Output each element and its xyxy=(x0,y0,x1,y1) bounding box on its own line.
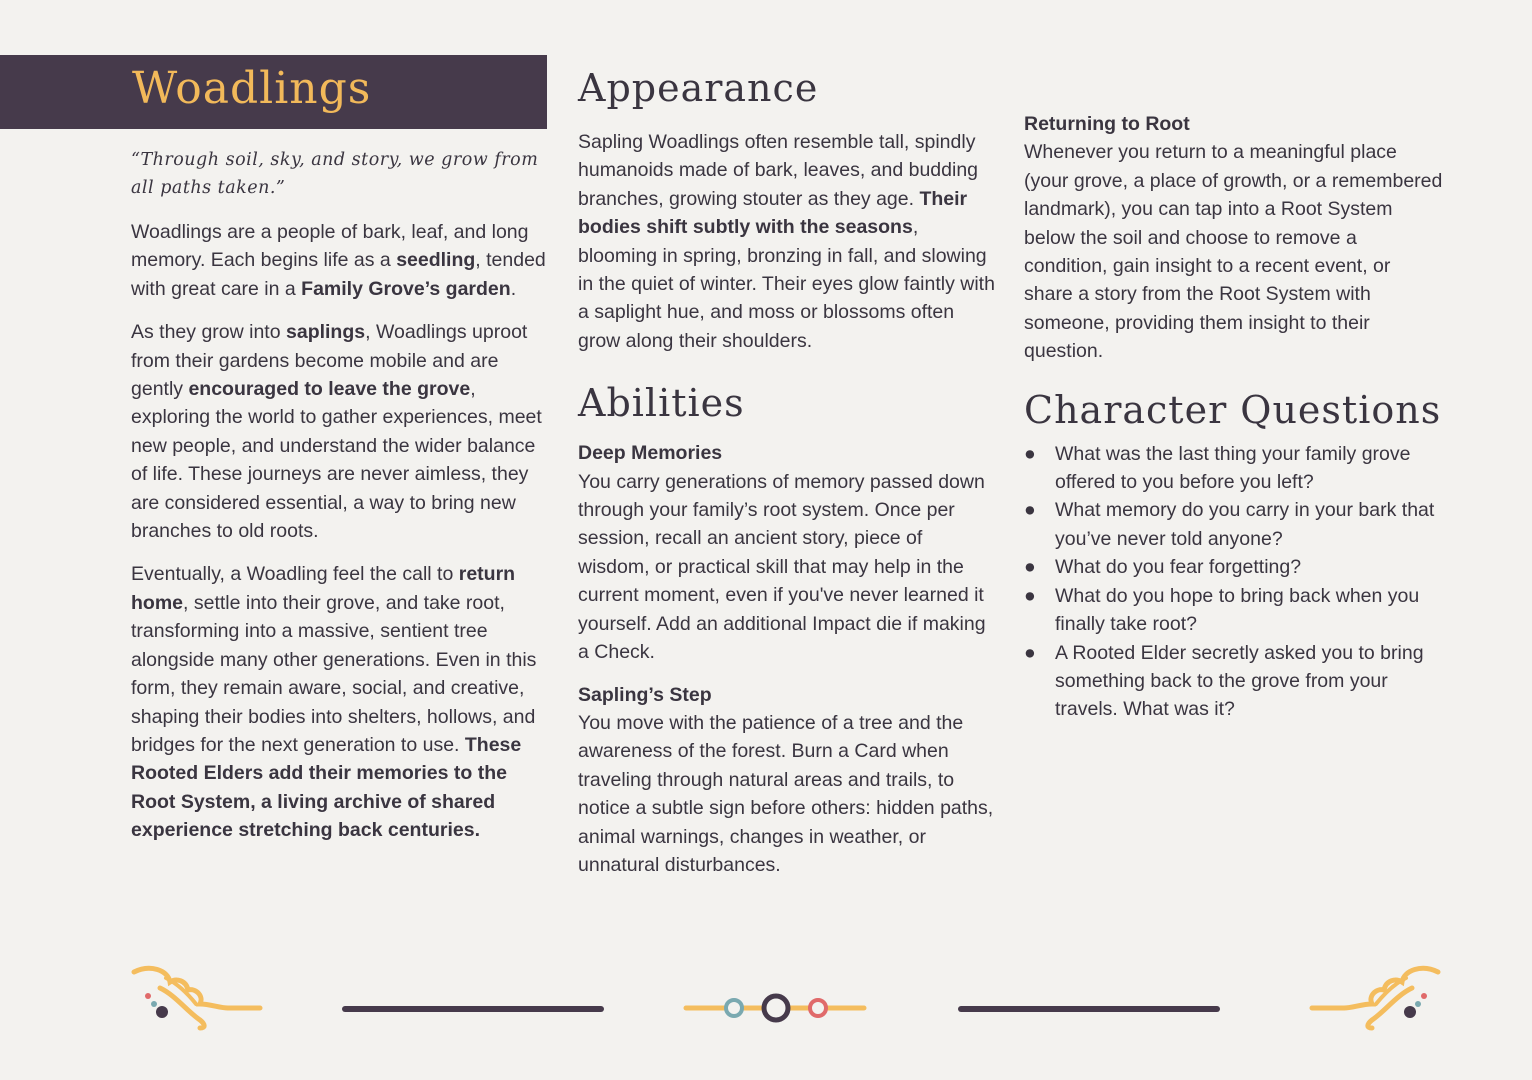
epigraph-quote: “Through soil, sky, and story, we grow from all paths taken.” xyxy=(131,150,539,198)
question-item: ● What was the last thing your family grove offered to you before you left? xyxy=(1024,440,1444,497)
intro-paragraph-2: As they grow into saplings, Woadlings uproot from their gardens become mobile and are gently encouraged to leave the grove, exploring the world to gather experiences, meet new people, and understand the wider balance of life. These journeys are never aimless, they are considered essential, a way to bring new branches to old roots. xyxy=(131,321,542,543)
footer-ornament xyxy=(0,960,1532,1040)
ability-text: Whenever you return to a meaningful place (your grove, a place of growth, or a remembered landmark), you can tap into a Root System below the soil and choose to remove a condition, gain insight to a recent event, or share a story from the Root System with someone, providing them insight to their question. xyxy=(1024,141,1443,363)
ability-saplings-step xyxy=(578,681,998,880)
abilities-heading: Abilities xyxy=(578,381,745,426)
ability-text: You move with the patience of a tree and the awareness of the forest. Burn a Card when traveling through natural areas and trails, to notice a subtle sign before others: hidden paths, animal warnings, changes in weather, or unnatural disturbances. xyxy=(578,711,994,876)
bullet-icon: ● xyxy=(1024,641,1036,664)
appearance-paragraph: Sapling Woadlings often resemble tall, spindly humanoids made of bark, leaves, and budding branches, growing stouter as they age. Their bodies shift subtly with the seasons, blooming in spring, bronzing in fall, and slowing in the quiet of winter. Their eyes glow faintly with a saplight hue, and moss or blossoms often grow along their shoulders. xyxy=(578,131,995,352)
questions-heading: Character Questions xyxy=(1024,387,1442,432)
ability-name: Deep Memories xyxy=(578,442,723,465)
bullet-icon: ● xyxy=(1024,556,1036,579)
divider-line-right xyxy=(958,1006,1220,1012)
ability-deep-memories xyxy=(578,439,998,666)
title-banner xyxy=(0,55,547,129)
question-item: ● A Rooted Elder secretly asked you to bring something back to the grove from your travels. What was it? xyxy=(1024,639,1444,724)
question-item: ● What do you fear forgetting? xyxy=(1024,553,1444,581)
questions-list xyxy=(1024,440,1444,724)
roots-questions-column xyxy=(1024,110,1444,724)
page-title: Woadlings xyxy=(132,63,372,114)
question-item: ● What do you hope to bring back when you finally take root? xyxy=(1024,582,1444,639)
bead-divider-icon xyxy=(686,996,864,1020)
intro-paragraph-1: Woadlings are a people of bark, leaf, and long memory. Each begins life as a seedling, tended with great care in a Family Grove’s garden. xyxy=(131,221,546,300)
appearance-abilities-column xyxy=(578,62,998,893)
ability-name: Returning to Root xyxy=(1024,113,1190,135)
bullet-icon: ● xyxy=(1024,499,1036,522)
bullet-icon: ● xyxy=(1024,442,1036,465)
ability-name: Sapling’s Step xyxy=(578,683,712,706)
bullet-icon: ● xyxy=(1024,584,1036,607)
leaf-flourish-right-icon xyxy=(1312,968,1438,1028)
divider-line-left xyxy=(342,1006,604,1012)
leaf-flourish-left-icon xyxy=(134,968,260,1028)
ability-returning-to-root xyxy=(1024,110,1444,366)
intro-paragraph-3: Eventually, a Woadling feel the call to return home, settle into their grove, and take root, transforming into a massive, sentient tree alongside many other generations. Even in this form, they remain aware, social, and creative, shaping their bodies into shelters, hollows, and bridges for the next generation to use. These Rooted Elders add their memories to the Root System, a living archive of shared experience stretching back centuries. xyxy=(131,563,537,842)
appearance-heading: Appearance xyxy=(578,66,819,110)
intro-column xyxy=(131,146,551,860)
question-item: ● What memory do you carry in your bark that you’ve never told anyone? xyxy=(1024,496,1444,553)
ability-text: You carry generations of memory passed down through your family’s root system. Once per session, recall an ancient story, piece of wisdom, or practical skill that may help in the current moment, even if you've never learned it yourself. Add an additional Impact die if making a Check. xyxy=(578,470,986,664)
